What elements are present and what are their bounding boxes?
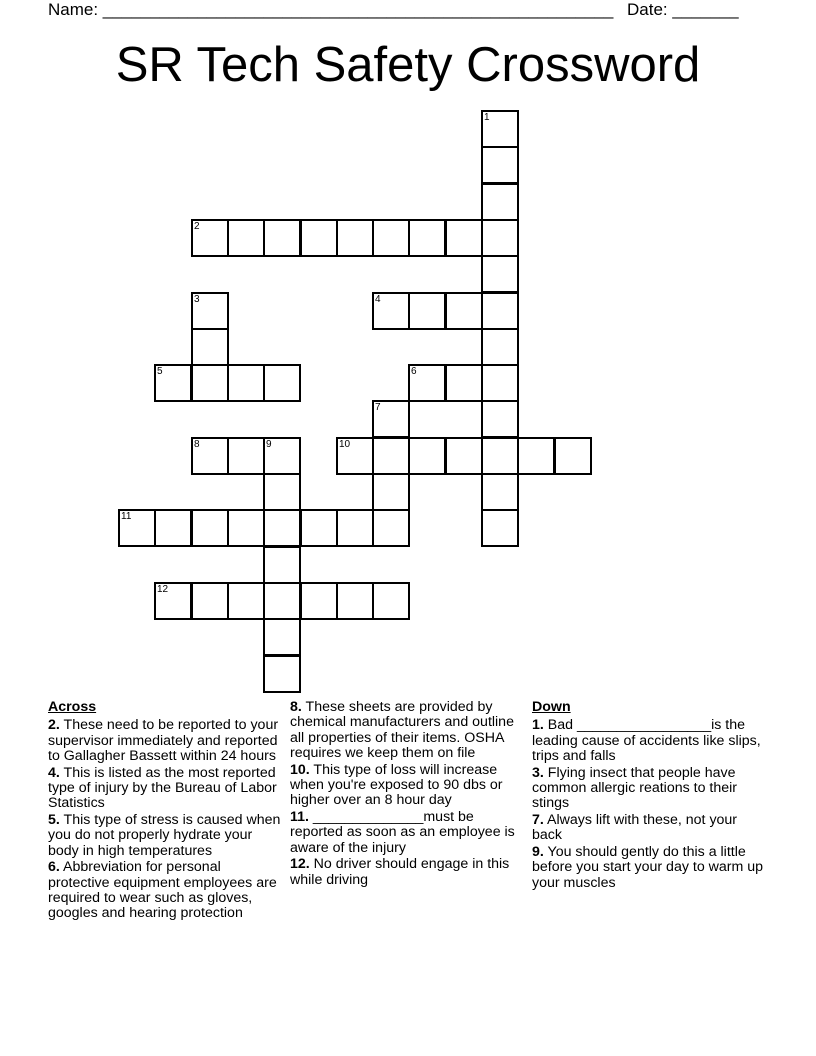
grid-cell[interactable] [408,437,446,475]
clue-item-text: These sheets are provided by chemical manufacturers and outline all properties of their items. OSHA requires we keep them on file [290,699,514,761]
page-title: SR Tech Safety Crossword [115,38,701,92]
clue-number: 5 [157,366,163,377]
grid-cell[interactable] [481,437,519,475]
clue-item-number: 4. [48,764,60,781]
clue-item-number: 8. [290,699,302,715]
across-clue-list-continued [290,700,522,888]
grid-cell[interactable] [481,473,519,511]
grid-cell[interactable] [481,400,519,438]
clue-number: 7 [375,402,381,413]
grid-cell[interactable] [263,437,301,475]
grid-cell[interactable] [191,364,229,402]
grid-cell[interactable] [227,219,265,257]
clue-item [532,813,764,844]
grid-cell[interactable] [481,328,519,366]
clue-item-number: 12. [290,856,310,873]
grid-cell[interactable] [300,219,338,257]
clue-item-text: No driver should engage in this while driving [290,856,510,888]
grid-cell[interactable] [227,437,265,475]
grid-cell[interactable] [191,509,229,547]
grid-cell[interactable] [336,582,374,620]
clue-item-text: You should gently do this a little before you start your day to warm up your muscles [532,844,764,891]
clue-number: 11 [121,511,132,522]
grid-cell[interactable] [445,364,483,402]
grid-cell[interactable] [227,509,265,547]
grid-cell[interactable] [445,292,483,330]
grid-cell[interactable] [191,582,229,620]
clue-number: 8 [194,439,200,450]
grid-cell[interactable] [336,219,374,257]
grid-cell[interactable] [481,110,519,148]
date-field-line: Date: _______ [627,0,739,19]
down-heading: Down [532,699,571,715]
clue-item-number: 2. [48,717,60,734]
clue-item-text: This type of loss will increase when you're exposed to 90 dbs or higher over an 8 hour day [290,761,503,809]
clue-item-number: 11. [290,809,309,826]
clue-item-number: 5. [48,812,60,829]
clue-item [290,810,522,856]
across-clues-column-continued [290,700,522,890]
grid-cell[interactable] [408,364,446,402]
clue-item [290,857,522,888]
grid-cell[interactable] [481,364,519,402]
grid-cell[interactable] [191,328,229,366]
clue-item-number: 10. [290,761,310,778]
grid-cell[interactable] [227,582,265,620]
clue-item-text: Flying insect that people have common allergic reations to their stings [532,764,738,812]
clue-number: 1 [484,112,490,123]
grid-cell[interactable] [517,437,555,475]
clue-number: 4 [375,294,381,305]
clue-item [48,766,283,812]
grid-cell[interactable] [191,219,229,257]
grid-cell[interactable] [372,473,410,511]
grid-cell[interactable] [263,473,301,511]
grid-cell[interactable] [154,509,192,547]
grid-cell[interactable] [300,582,338,620]
clue-item [532,845,764,891]
clue-item-number: 3. [532,764,544,781]
clue-item-text: These need to be reported to your supervisor immediately and reported to Gallagher Bassett within 24 hours [48,717,279,764]
across-clues-column [48,700,283,923]
grid-cell[interactable] [445,437,483,475]
grid-cell[interactable] [263,219,301,257]
clue-number: 12 [157,584,169,595]
grid-cell[interactable] [263,618,301,656]
clue-item [48,718,283,764]
grid-cell[interactable] [263,509,301,547]
grid-cell[interactable] [481,509,519,547]
clue-number: 10 [339,439,351,450]
grid-cell[interactable] [191,437,229,475]
clue-number: 9 [266,439,272,450]
clue-item-text: This type of stress is caused when you do not properly hydrate your body in high temperatures [48,812,281,859]
grid-cell[interactable] [372,400,410,438]
down-clue-list [532,718,764,891]
clue-item-text: Bad _________________is the leading cause of accidents like slips, trips and falls [532,717,761,764]
grid-cell[interactable] [481,255,519,293]
clue-item-text: Always lift with these, not your back [532,812,738,844]
clue-item-number: 1. [532,717,544,734]
grid-cell[interactable] [263,655,301,693]
grid-cell[interactable] [481,292,519,330]
grid-cell[interactable] [481,183,519,221]
grid-cell[interactable] [263,364,301,402]
across-clue-list [48,718,283,921]
down-clues-column [532,700,764,893]
clue-item [48,860,283,921]
grid-cell[interactable] [263,546,301,584]
clue-number: 6 [411,366,417,377]
clue-number: 3 [194,294,200,305]
clue-number: 2 [194,221,200,232]
clue-item [290,700,522,761]
grid-cell[interactable] [263,582,301,620]
grid-cell[interactable] [336,437,374,475]
grid-cell[interactable] [481,146,519,184]
grid-cell[interactable] [336,509,374,547]
grid-cell[interactable] [372,582,410,620]
clue-item-number: 6. [48,859,60,876]
grid-cell[interactable] [191,292,229,330]
name-field-line: Name: ______________________________________________________ [48,0,614,19]
grid-cell[interactable] [372,437,410,475]
grid-cell[interactable] [300,509,338,547]
clue-item [532,766,764,812]
grid-cell[interactable] [372,292,410,330]
clue-item-number: 7. [532,812,544,829]
grid-cell[interactable] [227,364,265,402]
grid-cell[interactable] [408,292,446,330]
clue-item-text: This is listed as the most reported type of injury by the Bureau of Labor Statistics [48,764,277,812]
clue-item [532,718,764,764]
clue-item [48,813,283,859]
grid-cell[interactable] [154,582,192,620]
clue-item-text: ______________must be reported as soon as an employee is aware of the injury [290,809,515,856]
grid-cell[interactable] [445,219,483,257]
clue-item [290,763,522,809]
grid-cell[interactable] [408,219,446,257]
grid-cell[interactable] [372,509,410,547]
clue-item-text: Abbreviation for personal protective equipment employees are required to wear such as gloves, googles and hearing protection [48,859,277,922]
grid-cell[interactable] [554,437,592,475]
grid-cell[interactable] [481,219,519,257]
grid-cell[interactable] [372,219,410,257]
grid-cell[interactable] [154,364,192,402]
clue-item-number: 9. [532,844,544,861]
across-heading: Across [48,699,97,715]
grid-cell[interactable] [118,509,156,547]
